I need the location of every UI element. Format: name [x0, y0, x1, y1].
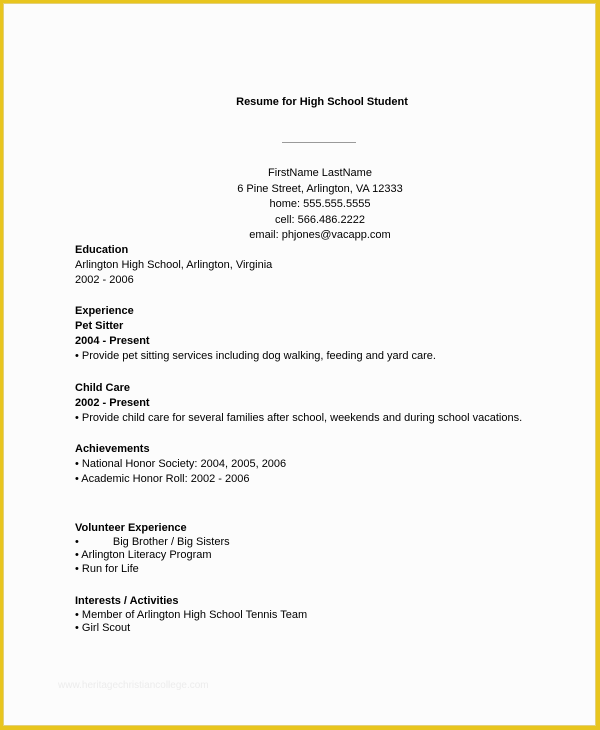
- education-heading: Education: [75, 244, 129, 256]
- achievement-item: • Academic Honor Roll: 2002 - 2006: [75, 473, 250, 485]
- education-school: Arlington High School, Arlington, Virginia: [75, 259, 273, 271]
- achievements-heading: Achievements: [75, 443, 150, 455]
- contact-email: email: phjones@vacapp.com: [249, 229, 391, 241]
- interest-item: • Girl Scout: [75, 622, 131, 634]
- experience-heading: Experience: [75, 305, 134, 317]
- interest-item: • Member of Arlington High School Tennis Team: [75, 608, 308, 621]
- volunteer-item: [75, 536, 230, 550]
- achievements-section: [75, 442, 286, 487]
- contact-address: 6 Pine Street, Arlington, VA 12333: [237, 182, 403, 195]
- contact-cell-phone: cell: 566.486.2222: [275, 213, 365, 226]
- volunteer-item-text: Big Brother / Big Sisters: [112, 535, 230, 548]
- interests-section: [75, 595, 307, 636]
- document-title: Resume for High School Student: [236, 96, 408, 108]
- job-detail: • Provide child care for several families after school, weekends and during school vacations.: [75, 412, 523, 424]
- experience-job-2: [75, 381, 522, 426]
- job-detail: • Provide pet sitting services including dog walking, feeding and yard care.: [75, 350, 436, 362]
- job-role: Pet Sitter: [75, 320, 124, 332]
- job-period: 2004 - Present: [75, 335, 150, 347]
- experience-section: [75, 304, 436, 364]
- watermark-text: www.heritagechristiancollege.com: [58, 680, 209, 691]
- interests-heading: Interests / Activities: [75, 595, 179, 607]
- volunteer-section: [75, 522, 230, 576]
- job-period: 2002 - Present: [75, 397, 150, 409]
- contact-name: FirstName LastName: [268, 167, 372, 179]
- contact-home-phone: home: 555.555.5555: [269, 198, 371, 210]
- volunteer-item: • Run for Life: [75, 562, 139, 575]
- achievement-item: • National Honor Society: 2004, 2005, 2006: [75, 458, 287, 470]
- volunteer-item: • Arlington Literacy Program: [75, 549, 212, 561]
- job-role: Child Care: [75, 382, 131, 394]
- education-years: 2002 - 2006: [75, 274, 134, 286]
- title-divider: [282, 142, 356, 143]
- volunteer-heading: Volunteer Experience: [75, 522, 187, 534]
- contact-block: [0, 166, 600, 244]
- bullet-glyph: •: [75, 535, 79, 548]
- education-section: [75, 243, 272, 288]
